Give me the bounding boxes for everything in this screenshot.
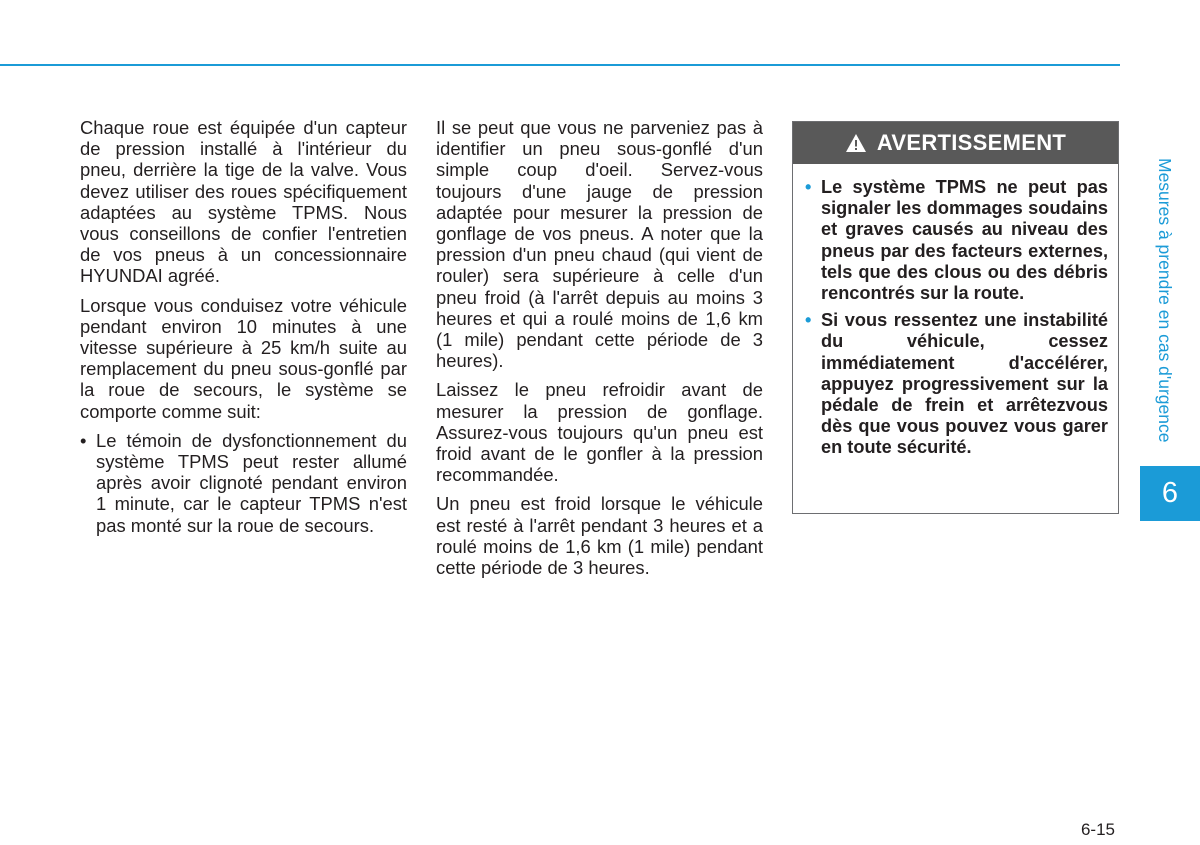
bullet-dot: • — [805, 177, 812, 197]
paragraph-identify: Il se peut que vous ne parveniez pas à identifier un pneu sous-gonflé d'un simple coup d'oeil. Servez-vous toujours d'une jauge de pression adaptée pour mesurer la pression de gonflage de vos pneus. A noter que la pression d'un pneu chaud (qui vient de rouler) sera supérieure à celle d'un pneu froid (à l'arrêt depuis au moins 3 heures et qui a roulé moins de 1,6 km (1 mile) pendant cette période de 3 heures). — [436, 117, 763, 372]
bullet-dot: • — [80, 429, 87, 451]
list-item-text: Le témoin de dysfonctionnement du système TPMS peut rester allumé après avoir clignoté pendant environ 1 minute, car le capteur TPMS n'est pas monté sur la roue de secours. — [96, 429, 407, 536]
warning-box — [792, 121, 1119, 514]
warning-item — [805, 310, 1108, 458]
warning-item-text: Le système TPMS ne peut pas signaler les dommages soudains et graves causés au niveau des pneus par des facteurs externes, tels que des clous ou des débris rencontrés sur la route. — [821, 177, 1108, 304]
warning-body — [793, 164, 1118, 459]
paragraph-sensor: Chaque roue est équipée d'un capteur de pression installé à l'intérieur du pneu, derrière la tige de la valve. Vous devez utiliser des roues spécifiquement adaptées au système TPMS. Nous vous conseillons de confier l'entretien de vos pneus à un concessionnaire HYUNDAI agréé. — [80, 117, 407, 287]
bullet-dot: • — [805, 310, 812, 331]
list-item — [80, 430, 407, 536]
page-number: 6-15 — [1080, 820, 1115, 839]
chapter-side-title: Mesures à prendre en cas d'urgence — [1155, 158, 1175, 443]
paragraph-cool: Laissez le pneu refroidir avant de mesurer la pression de gonflage. Assurez-vous toujours qu'un pneu est froid avant de le gonfler à la pression recommandée. — [436, 379, 763, 486]
column-left — [80, 117, 407, 536]
chapter-tab: 6 — [1140, 466, 1200, 521]
top-rule — [0, 64, 1120, 66]
warning-header — [793, 122, 1118, 164]
paragraph-cold-tire: Un pneu est froid lorsque le véhicule est resté à l'arrêt pendant 3 heures et a roulé moins de 1,6 km (1 mile) pendant cette période de 3 heures. — [436, 493, 763, 579]
paragraph-driving: Lorsque vous conduisez votre véhicule pendant environ 10 minutes à une vitesse supérieure à 25 km/h suite au remplacement du pneu sous-gonflé par la roue de secours, le système se comporte comme suit: — [80, 294, 407, 422]
column-middle — [436, 117, 763, 586]
warning-item-text: Si vous ressentez une instabilité du véhicule, cessez immédiatement d'accélérer, appuyez progressivement sur la pédale de frein et arrêtezvous dès que vous pouvez vous garer en toute sécurité. — [821, 310, 1108, 458]
warning-item — [805, 177, 1108, 304]
warning-title: AVERTISSEMENT — [876, 130, 1067, 155]
warning-triangle-icon — [845, 133, 867, 153]
